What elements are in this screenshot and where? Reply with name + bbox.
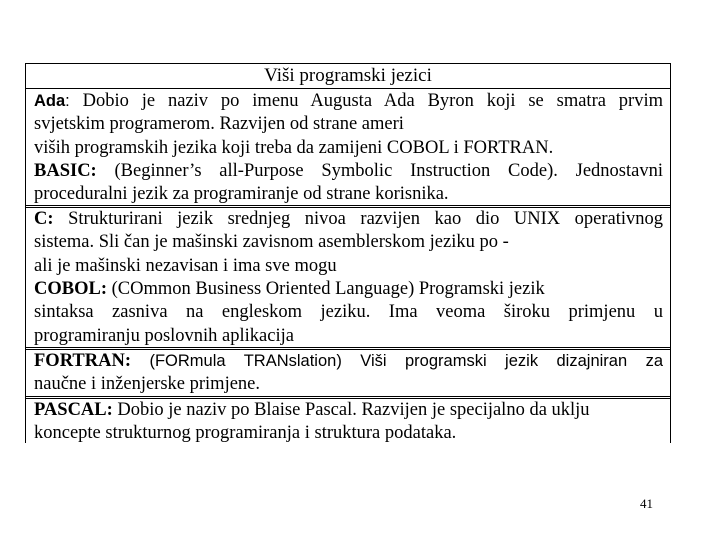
table-frame: [25, 63, 671, 443]
entry-pascal: [26, 399, 670, 446]
entry-text: (COmmon Business Oriented Language) Programski jezik: [111, 279, 545, 299]
entry-text: svjetskim programerom. Razvijen od strane ameri: [34, 114, 404, 135]
entry-fortran: [26, 350, 670, 397]
entry-cobol: [26, 278, 670, 348]
entry-text: sistema. Sli čan je mašinski zavisnom asemblerskom jeziku po -: [34, 232, 509, 253]
entry-term: COBOL:: [34, 279, 107, 299]
entry-text: koncepte strukturnog programiranja i struktura podataka.: [34, 423, 457, 444]
page-title: Viši programski jezici: [26, 64, 670, 89]
entry-term: FORTRAN:: [34, 351, 131, 371]
entry-text: viših programskih jezika koji treba da zamijeni COBOL i FORTRAN.: [34, 137, 554, 158]
entry-text: programiranju poslovnih aplikacija: [34, 325, 294, 346]
entry-text: (Beginner’s all-Purpose Symbolic Instruction Code). Jednostavni: [114, 161, 663, 181]
entry-term: Ada: [34, 92, 66, 110]
entry-term: C:: [34, 209, 54, 229]
page-number: 41: [640, 496, 653, 511]
entry-c: [26, 208, 670, 278]
entry-ada: Ada: Dobio je naziv po imenu Augusta Ada Byron koji se smatra prvim svjetskim programerom. Razvijen od strane ameri viših programskih jezika koji treba da zamijeni COBOL i FORTRAN.: [26, 90, 670, 160]
entry-term: PASCAL:: [34, 400, 113, 420]
entry-text: proceduralni jezik za programiranje od strane korisnika.: [34, 184, 449, 205]
entry-text: Dobio je naziv po imenu Augusta Ada Byron koji se smatra prvim: [82, 91, 663, 111]
entry-text: ali je mašinski nezavisan i ima sve mogu: [34, 255, 337, 276]
entry-basic: [26, 160, 670, 207]
entry-text: naučne i inženjerske primjene.: [34, 374, 261, 395]
entry-text: (FORmula TRANslation) Viši programski jezik dizajniran za: [149, 352, 663, 370]
entry-term: BASIC:: [34, 161, 97, 181]
entry-text: sintaksa zasniva na engleskom jeziku. Ima veoma široku primjenu u: [34, 302, 663, 323]
entry-text: Dobio je naziv po Blaise Pascal. Razvijen je specijalno da uklju: [117, 400, 590, 420]
entry-text: Strukturirani jezik srednjeg nivoa razvijen kao dio UNIX operativnog: [68, 209, 663, 229]
